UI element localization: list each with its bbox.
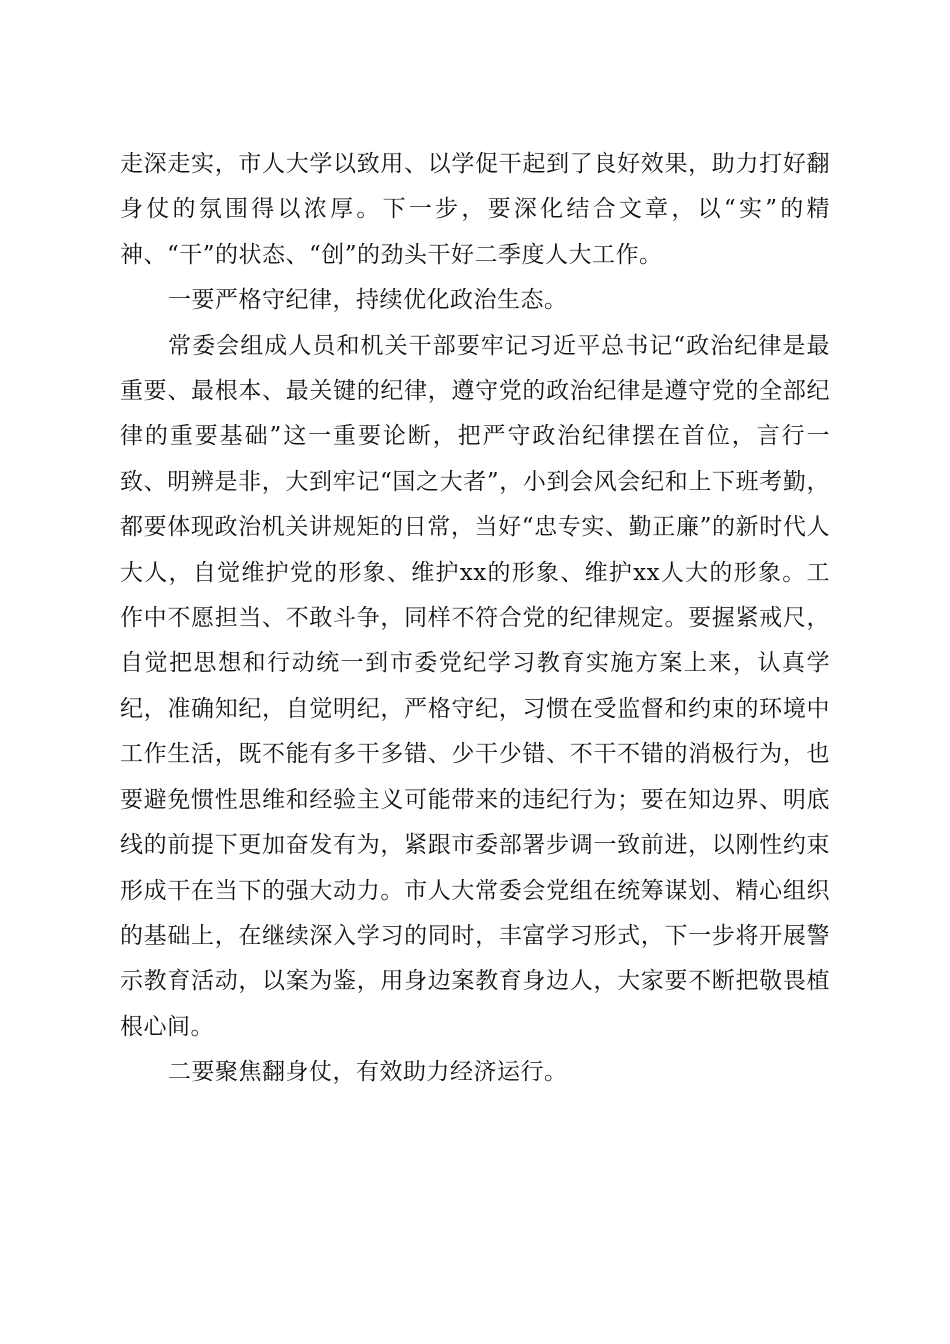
paragraph-discipline-body: 常委会组成人员和机关干部要牢记习近平总书记“政治纪律是最重要、最根本、最关键的纪律，遵守党的政治纪律是遵守党的全部纪律的重要基础”这一重要论断，把严守政治纪律摆在首位，言行一致、明辨是非，大到牢记“国之大者”，小到会风会纪和上下班考勤，都要体现政治机关讲规矩的日常，当好“忠专实、勤正廉”的新时代人大人，自觉维护党的形象、维护xx的形象、维护xx人大的形象。工作中不愿担当、不敢斗争，同样不符合党的纪律规定。要握紧戒尺，自觉把思想和行动统一到市委党纪学习教育实施方案上来，认真学纪，准确知纪，自觉明纪，严格守纪，习惯在受监督和约束的环境中工作生活，既不能有多干多错、少干少错、不干不错的消极行为，也要避免惯性思维和经验主义可能带来的违纪行为；要在知边界、明底线的前提下更加奋发有为，紧跟市委部署步调一致前进，以刚性约束形成干在当下的强大动力。市人大常委会党组在统筹谋划、精心组织的基础上，在继续深入学习的同时，丰富学习形式，下一步将开展警示教育活动，以案为鉴，用身边案教育身边人，大家要不断把敬畏植根心间。	[120, 332, 830, 1040]
document-body	[120, 142, 830, 1096]
section-heading-discipline: 一要严格守纪律，持续优化政治生态。	[168, 287, 568, 314]
paragraph-continuation: 走深走实，市人大学以致用、以学促干起到了良好效果，助力打好翻身仗的氛围得以浓厚。下一步，要深化结合文章，以“实”的精神、“干”的状态、“创”的劲头干好二季度人大工作。	[120, 151, 830, 268]
section-heading-economy: 二要聚焦翻身仗，有效助力经济运行。	[168, 1059, 568, 1086]
